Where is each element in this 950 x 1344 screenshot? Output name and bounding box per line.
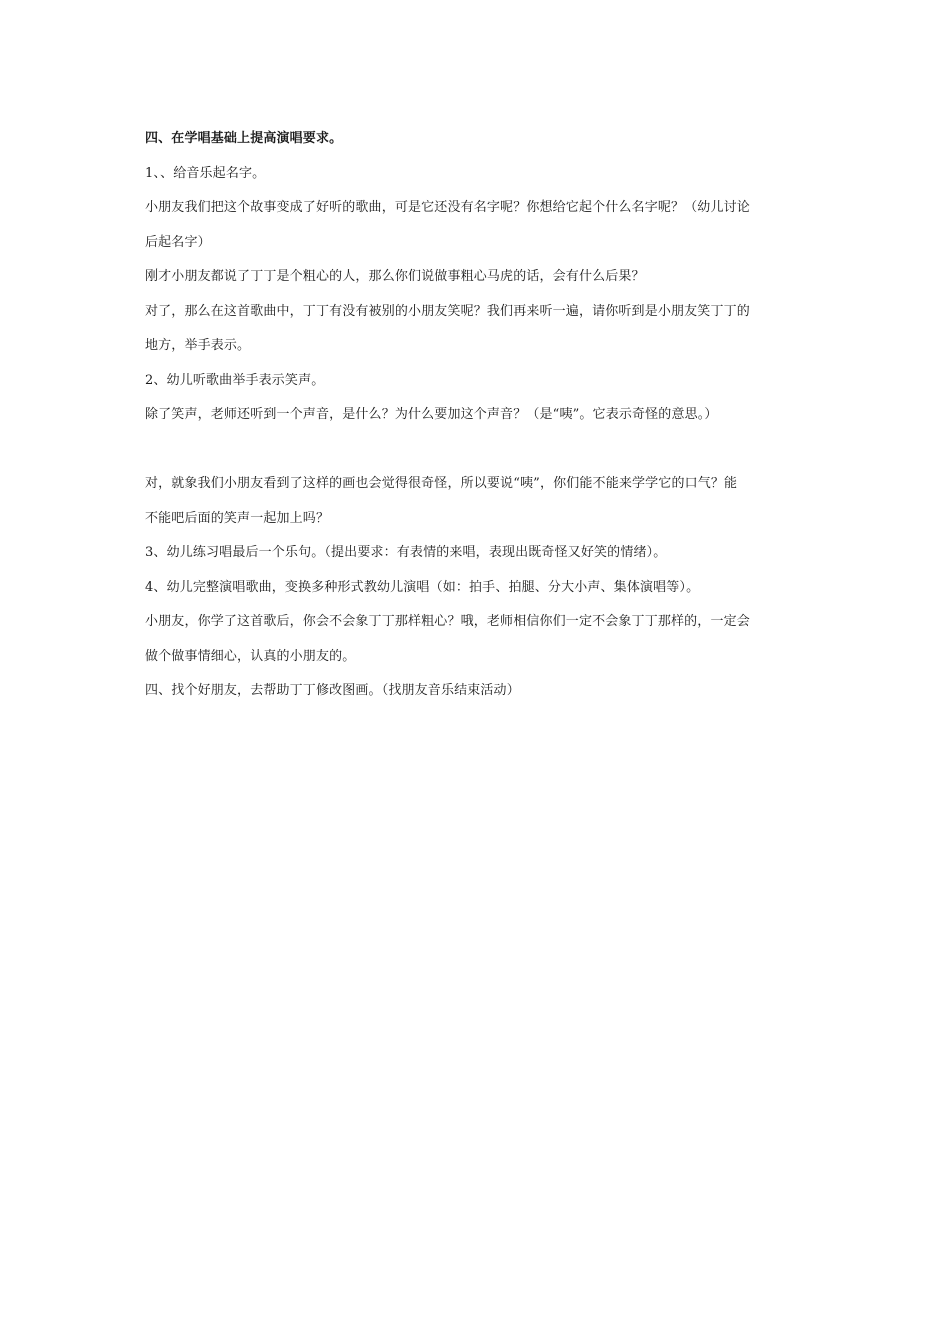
paragraph-line: 1、、给音乐起名字。: [145, 165, 266, 181]
document-body: [145, 122, 810, 709]
paragraph-line: 做个做事情细心，认真的小朋友的。: [145, 648, 356, 664]
paragraph-line: 3、幼儿练习唱最后一个乐句。（提出要求：有表情的来唱，表现出既奇怪又好笑的情绪）。: [145, 545, 667, 560]
paragraph-line: 后起名字）: [145, 234, 211, 250]
paragraph-line: 对了，那么在这首歌曲中，丁丁有没有被别的小朋友笑呢？我们再来听一遍，请你听到是小朋友笑丁丁的: [145, 303, 750, 319]
paragraph-line: 刚才小朋友都说了丁丁是个粗心的人，那么你们说做事粗心马虎的话，会有什么后果？: [145, 269, 645, 284]
paragraph-line: 2、幼儿听歌曲举手表示笑声。: [145, 372, 325, 388]
paragraph-line: 除了笑声，老师还听到一个声音，是什么？为什么要加这个声音？（是“咦”。它表示奇怪的意思。）: [145, 407, 718, 422]
paragraph-line: 不能吧后面的笑声一起加上吗？: [145, 510, 330, 526]
paragraph-line: 地方，举手表示。: [145, 338, 251, 353]
paragraph-line: 4、幼儿完整演唱歌曲，变换多种形式教幼儿演唱（如：拍手、拍腿、分大小声、集体演唱等）。: [145, 579, 700, 595]
blank-line: [145, 433, 810, 468]
paragraph-line: 对，就象我们小朋友看到了这样的画也会觉得很奇怪，所以要说“咦”，你们能不能来学学它的口气？能: [145, 476, 738, 491]
paragraph-line: 小朋友，你学了这首歌后，你会不会象丁丁那样粗心？哦，老师相信你们一定不会象丁丁那样的，一定会: [145, 614, 750, 629]
paragraph-line: 小朋友我们把这个故事变成了好听的歌曲，可是它还没有名字呢？你想给它起个什么名字呢？（幼儿讨论: [145, 200, 750, 215]
paragraph-line: 四、找个好朋友，去帮助丁丁修改图画。（找朋友音乐结束活动）: [145, 683, 520, 698]
section-heading: 四、在学唱基础上提高演唱要求。: [145, 131, 343, 146]
